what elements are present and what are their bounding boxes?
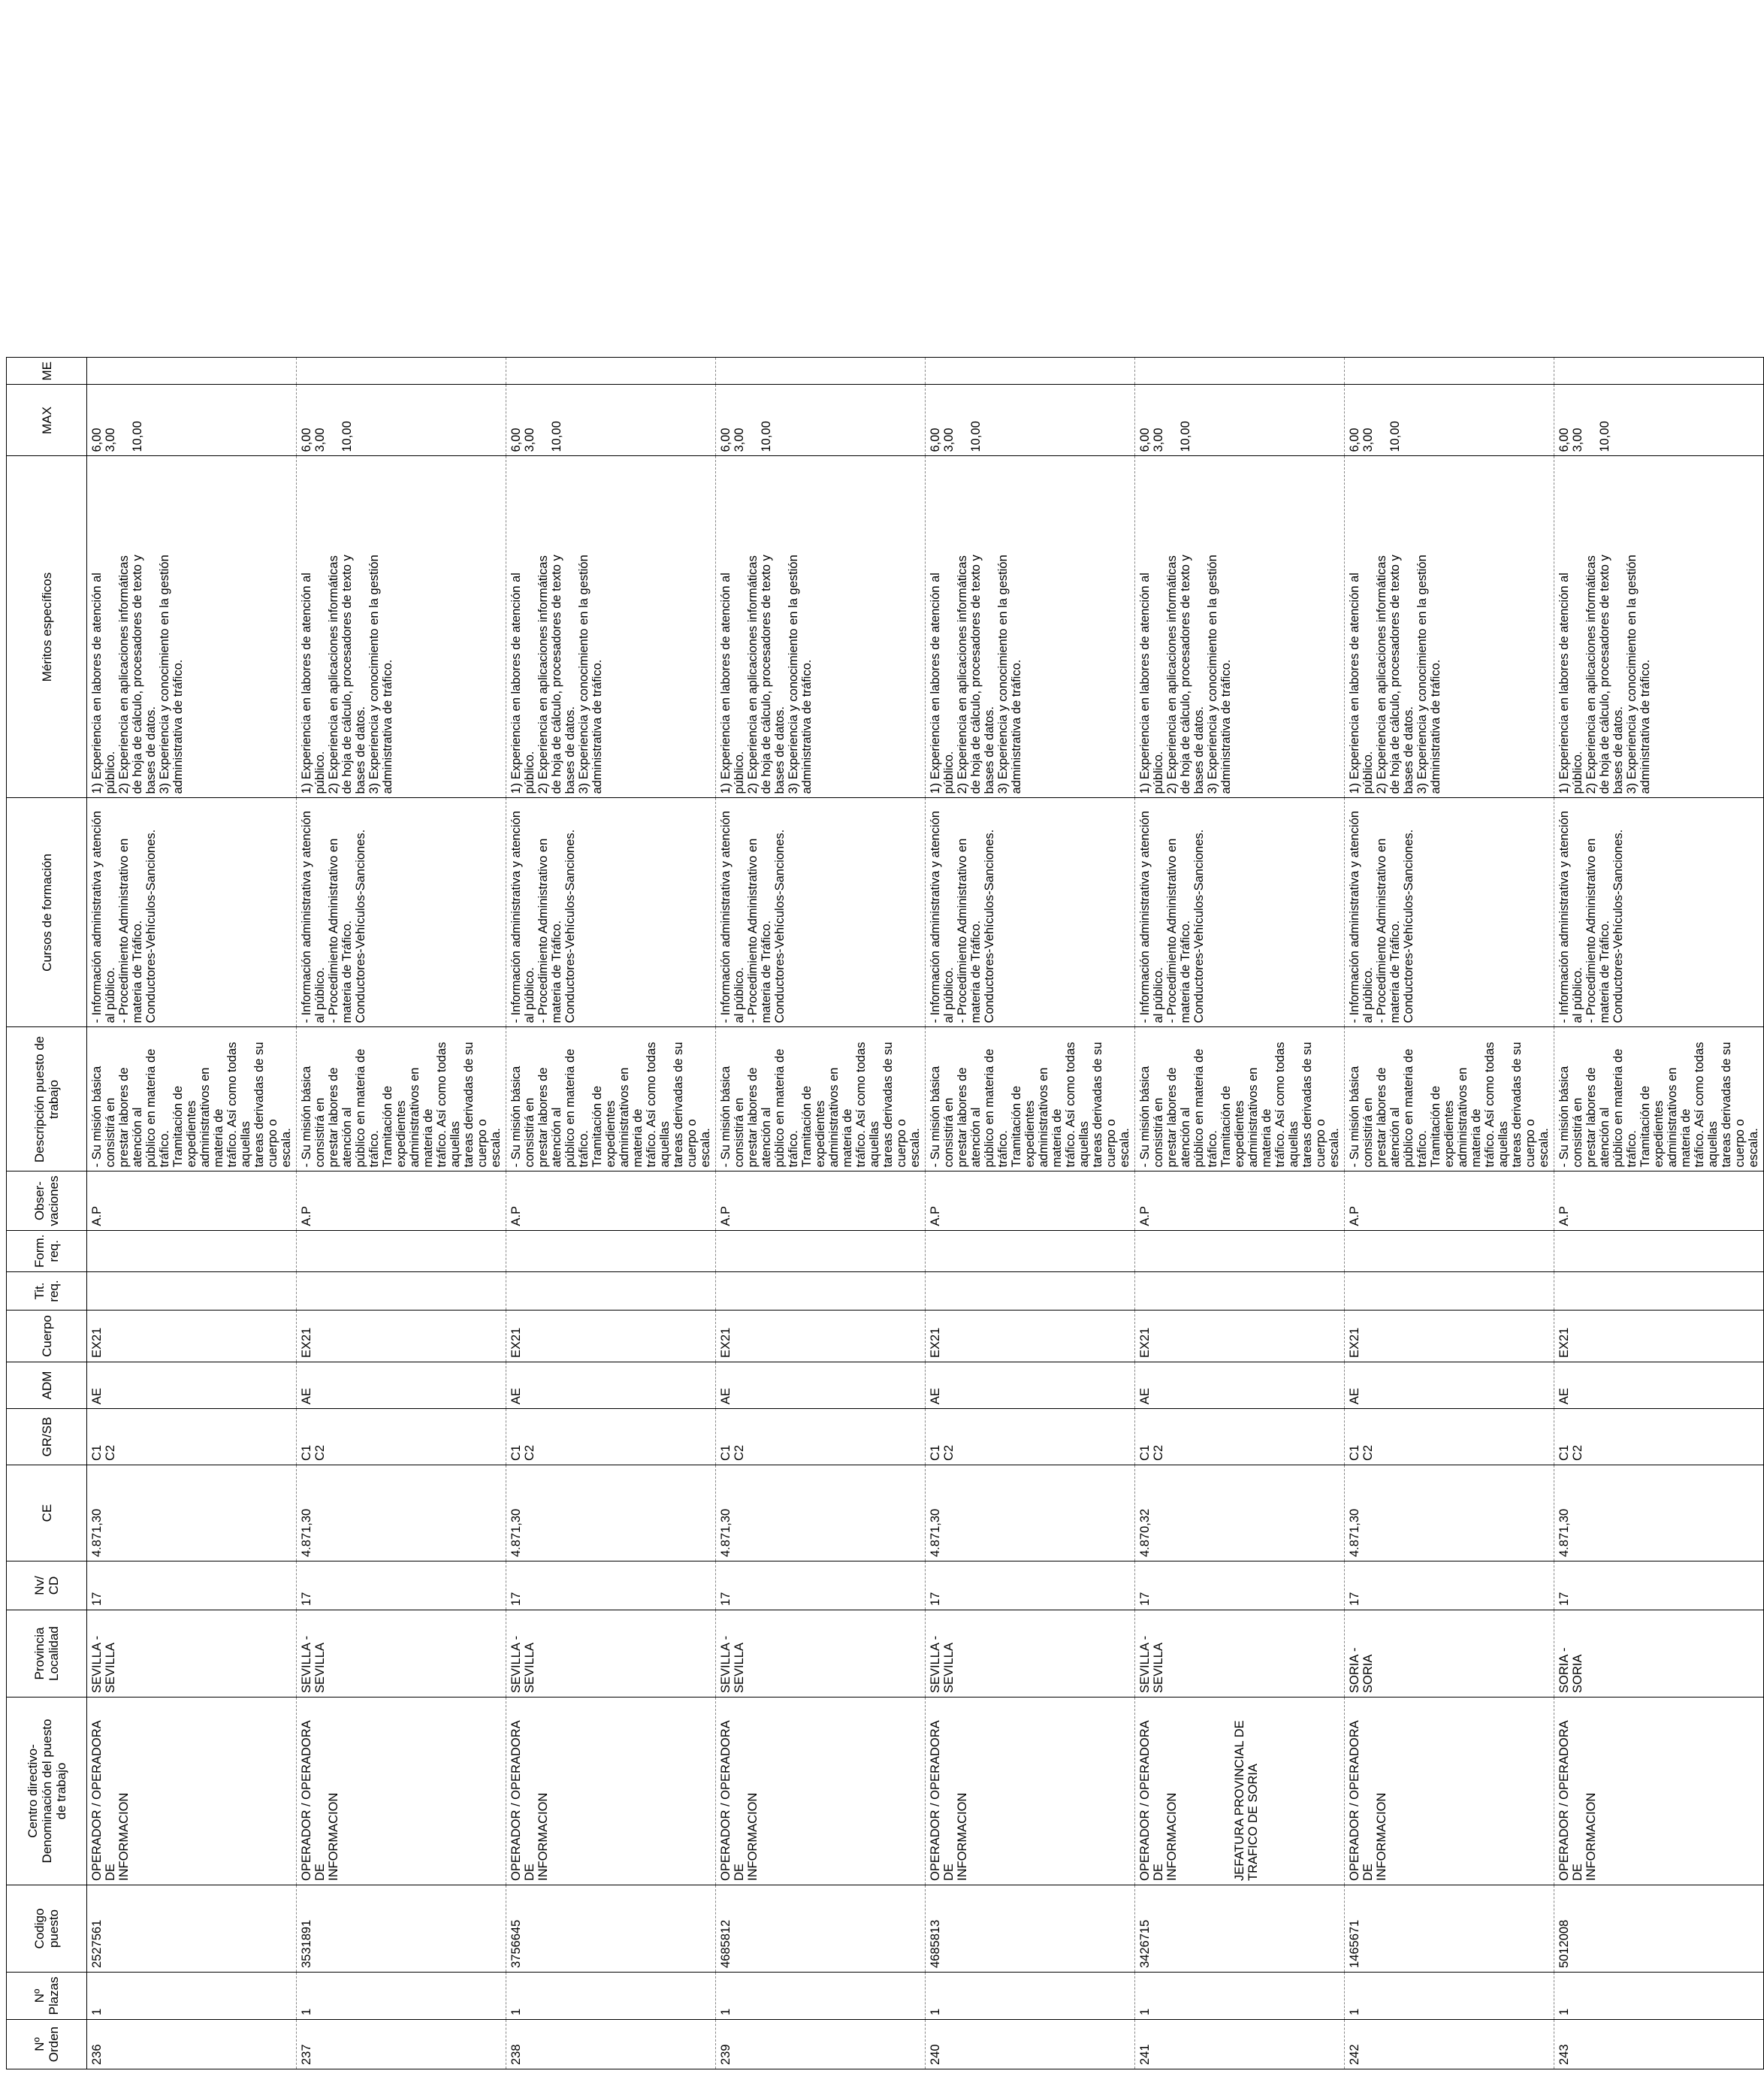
cell-form-req	[297, 1230, 506, 1271]
header-observaciones: Obser- vaciones	[7, 1171, 87, 1230]
max-score: 3,00	[942, 428, 956, 452]
cell-provincia: SEVILLA - SEVILLA	[1135, 1610, 1345, 1698]
cell-centro	[506, 1698, 716, 1885]
cell-codigo: 4685813	[926, 1885, 1135, 1973]
cell-me	[1554, 358, 1764, 385]
cell-plazas: 1	[1554, 1973, 1764, 2020]
header-descripcion: Descripción puesto de trabajo	[7, 1027, 87, 1171]
cell-max	[1345, 385, 1554, 456]
header-cuerpo: Cuerpo	[7, 1311, 87, 1362]
cell-nv-cd: 17	[1135, 1561, 1345, 1610]
cell-cursos: - Información administrativa y atención al público. - Procedimiento Administrativo en materia de Tráfico. Conductores-Vehículos-Sanciones.	[506, 798, 716, 1027]
cell-plazas: 1	[716, 1973, 926, 2020]
cell-observaciones: A.P	[1135, 1171, 1345, 1230]
centro-denominacion: OPERADOR / OPERADORA DE INFORMACION	[300, 1721, 340, 1881]
cell-tit-req	[1345, 1272, 1554, 1311]
header-codigo: Codigo puesto	[7, 1885, 87, 1973]
cell-descripcion: - Su misión básica consistirá en prestar labores de atención al público en materia de tráfico. Tramitación de expedientes administrativos en materia de tráfico. Así como todas aquellas tareas derivadas de su cuerpo o escala.	[1554, 1027, 1764, 1171]
cell-nv-cd: 17	[1345, 1561, 1554, 1610]
cell-observaciones: A.P	[716, 1171, 926, 1230]
cell-gr-sb: C1 C2	[716, 1409, 926, 1465]
cell-orden: 240	[926, 2020, 1135, 2069]
header-gr-sb: GR/SB	[7, 1409, 87, 1465]
cell-observaciones: A.P	[506, 1171, 716, 1230]
cell-cursos: - Información administrativa y atención al público. - Procedimiento Administrativo en materia de Tráfico. Conductores-Vehículos-Sanciones.	[1135, 798, 1345, 1027]
cell-tit-req	[297, 1272, 506, 1311]
table-row	[506, 358, 716, 2069]
centro-denominacion: OPERADOR / OPERADORA DE INFORMACION	[1138, 1721, 1179, 1881]
cell-max	[87, 385, 297, 456]
cell-ce: 4.871,30	[1554, 1465, 1764, 1561]
cell-meritos: 1) Experiencia en labores de atención al público. 2) Experiencia en aplicaciones informáticas de hoja de cálculo, procesadores de texto y bases de datos. 3) Experiencia y conocimiento en la gestión administrativa de tráfico.	[1554, 456, 1764, 798]
cell-plazas: 1	[297, 1973, 506, 2020]
max-score: 6,00	[1348, 428, 1361, 452]
cell-observaciones: A.P	[1345, 1171, 1554, 1230]
cell-tit-req	[1554, 1272, 1764, 1311]
cell-provincia: SEVILLA - SEVILLA	[506, 1610, 716, 1698]
cell-orden: 237	[297, 2020, 506, 2069]
cell-cuerpo: EX21	[1554, 1311, 1764, 1362]
cell-gr-sb: C1 C2	[87, 1409, 297, 1465]
cell-adm: AE	[297, 1362, 506, 1409]
cell-ce: 4.871,30	[1345, 1465, 1554, 1561]
cell-me	[716, 358, 926, 385]
cell-me	[87, 358, 297, 385]
cell-centro	[716, 1698, 926, 1885]
cell-descripcion: - Su misión básica consistirá en prestar labores de atención al público en materia de tráfico. Tramitación de expedientes administrativos en materia de tráfico. Así como todas aquellas tareas derivadas de su cuerpo o escala.	[1135, 1027, 1345, 1171]
cell-form-req	[716, 1230, 926, 1271]
max-score: 10,00	[1598, 421, 1611, 452]
centro-denominacion: OPERADOR / OPERADORA DE INFORMACION	[929, 1721, 969, 1881]
cell-meritos: 1) Experiencia en labores de atención al público. 2) Experiencia en aplicaciones informáticas de hoja de cálculo, procesadores de texto y bases de datos. 3) Experiencia y conocimiento en la gestión administrativa de tráfico.	[297, 456, 506, 798]
cell-observaciones: A.P	[1554, 1171, 1764, 1230]
cell-max	[506, 385, 716, 456]
header-adm: ADM	[7, 1362, 87, 1409]
positions-table	[6, 357, 1764, 2069]
cell-adm: AE	[87, 1362, 297, 1409]
cell-cursos: - Información administrativa y atención al público. - Procedimiento Administrativo en materia de Tráfico. Conductores-Vehículos-Sanciones.	[87, 798, 297, 1027]
cell-ce: 4.871,30	[716, 1465, 926, 1561]
cell-orden: 236	[87, 2020, 297, 2069]
cell-nv-cd: 17	[1554, 1561, 1764, 1610]
cell-gr-sb: C1 C2	[1345, 1409, 1554, 1465]
cell-ce: 4.871,30	[87, 1465, 297, 1561]
cell-cuerpo: EX21	[1135, 1311, 1345, 1362]
max-score: 10,00	[1388, 421, 1402, 452]
cell-observaciones: A.P	[926, 1171, 1135, 1230]
cell-cursos: - Información administrativa y atención al público. - Procedimiento Administrativo en materia de Tráfico. Conductores-Vehículos-Sanciones.	[1345, 798, 1554, 1027]
max-score: 10,00	[760, 421, 773, 452]
cell-cursos: - Información administrativa y atención al público. - Procedimiento Administrativo en materia de Tráfico. Conductores-Vehículos-Sanciones.	[716, 798, 926, 1027]
header-plazas: Nº Plazas	[7, 1973, 87, 2020]
cell-tit-req	[716, 1272, 926, 1311]
cell-adm: AE	[1554, 1362, 1764, 1409]
cell-form-req	[926, 1230, 1135, 1271]
cell-codigo: 3426715	[1135, 1885, 1345, 1973]
cell-centro	[1135, 1698, 1345, 1885]
cell-nv-cd: 17	[297, 1561, 506, 1610]
cell-cursos: - Información administrativa y atención al público. - Procedimiento Administrativo en materia de Tráfico. Conductores-Vehículos-Sanciones.	[926, 798, 1135, 1027]
header-cursos: Cursos de formación	[7, 798, 87, 1027]
cell-me	[297, 358, 506, 385]
cell-adm: AE	[1135, 1362, 1345, 1409]
cell-plazas: 1	[1135, 1973, 1345, 2020]
cell-adm: AE	[926, 1362, 1135, 1409]
max-score: 6,00	[509, 428, 523, 452]
cell-meritos: 1) Experiencia en labores de atención al público. 2) Experiencia en aplicaciones informáticas de hoja de cálculo, procesadores de texto y bases de datos. 3) Experiencia y conocimiento en la gestión administrativa de tráfico.	[926, 456, 1135, 798]
cell-codigo: 3531891	[297, 1885, 506, 1973]
header-ce: CE	[7, 1465, 87, 1561]
max-score: 3,00	[1571, 428, 1584, 452]
cell-cuerpo: EX21	[87, 1311, 297, 1362]
cell-provincia: SEVILLA - SEVILLA	[297, 1610, 506, 1698]
table-row	[1554, 358, 1764, 2069]
cell-meritos: 1) Experiencia en labores de atención al público. 2) Experiencia en aplicaciones informáticas de hoja de cálculo, procesadores de texto y bases de datos. 3) Experiencia y conocimiento en la gestión administrativa de tráfico.	[506, 456, 716, 798]
cell-descripcion: - Su misión básica consistirá en prestar labores de atención al público en materia de tráfico. Tramitación de expedientes administrativos en materia de tráfico. Así como todas aquellas tareas derivadas de su cuerpo o escala.	[926, 1027, 1135, 1171]
max-score: 6,00	[1557, 428, 1571, 452]
cell-descripcion: - Su misión básica consistirá en prestar labores de atención al público en materia de tráfico. Tramitación de expedientes administrativos en materia de tráfico. Así como todas aquellas tareas derivadas de su cuerpo o escala.	[1345, 1027, 1554, 1171]
cell-cuerpo: EX21	[297, 1311, 506, 1362]
cell-centro	[87, 1698, 297, 1885]
max-score: 10,00	[1179, 421, 1192, 452]
cell-nv-cd: 17	[87, 1561, 297, 1610]
max-score: 10,00	[969, 421, 983, 452]
cell-ce: 4.870,32	[1135, 1465, 1345, 1561]
cell-cursos: - Información administrativa y atención al público. - Procedimiento Administrativo en materia de Tráfico. Conductores-Vehículos-Sanciones.	[297, 798, 506, 1027]
cell-max	[926, 385, 1135, 456]
cell-tit-req	[926, 1272, 1135, 1311]
cell-nv-cd: 17	[716, 1561, 926, 1610]
max-score: 10,00	[340, 421, 354, 452]
cell-gr-sb: C1 C2	[1135, 1409, 1345, 1465]
table-row	[926, 358, 1135, 2069]
max-score: 6,00	[719, 428, 732, 452]
max-score: 10,00	[131, 421, 144, 452]
cell-max	[1554, 385, 1764, 456]
cell-cuerpo: EX21	[1345, 1311, 1554, 1362]
table-row	[87, 358, 297, 2069]
cell-adm: AE	[506, 1362, 716, 1409]
max-score: 3,00	[732, 428, 746, 452]
cell-orden: 242	[1345, 2020, 1554, 2069]
cell-me	[1135, 358, 1345, 385]
cell-centro	[926, 1698, 1135, 1885]
cell-cursos: - Información administrativa y atención al público. - Procedimiento Administrativo en materia de Tráfico. Conductores-Vehículos-Sanciones.	[1554, 798, 1764, 1027]
cell-form-req	[1135, 1230, 1345, 1271]
max-score: 10,00	[550, 421, 563, 452]
centro-denominacion: OPERADOR / OPERADORA DE INFORMACION	[1557, 1721, 1598, 1881]
cell-provincia: SORIA - SORIA	[1345, 1610, 1554, 1698]
cell-orden: 241	[1135, 2020, 1345, 2069]
cell-codigo: 2527561	[87, 1885, 297, 1973]
header-tit-req: Tit. req.	[7, 1272, 87, 1311]
cell-orden: 238	[506, 2020, 716, 2069]
cell-descripcion: - Su misión básica consistirá en prestar labores de atención al público en materia de tráfico. Tramitación de expedientes administrativos en materia de tráfico. Así como todas aquellas tareas derivadas de su cuerpo o escala.	[506, 1027, 716, 1171]
table-row	[297, 358, 506, 2069]
cell-plazas: 1	[87, 1973, 297, 2020]
cell-codigo: 3756645	[506, 1885, 716, 1973]
max-score: 6,00	[1138, 428, 1152, 452]
centro-denominacion: OPERADOR / OPERADORA DE INFORMACION	[90, 1721, 131, 1881]
cell-max	[716, 385, 926, 456]
header-max: MAX	[7, 385, 87, 456]
max-score: 6,00	[90, 428, 104, 452]
cell-max	[1135, 385, 1345, 456]
max-score: 3,00	[313, 428, 327, 452]
cell-cuerpo: EX21	[926, 1311, 1135, 1362]
cell-ce: 4.871,30	[926, 1465, 1135, 1561]
cell-max	[297, 385, 506, 456]
cell-orden: 243	[1554, 2020, 1764, 2069]
centro-denominacion: OPERADOR / OPERADORA DE INFORMACION	[719, 1721, 760, 1881]
cell-gr-sb: C1 C2	[506, 1409, 716, 1465]
cell-codigo: 5012008	[1554, 1885, 1764, 1973]
cell-me	[1345, 358, 1554, 385]
cell-codigo: 4685812	[716, 1885, 926, 1973]
cell-gr-sb: C1 C2	[297, 1409, 506, 1465]
cell-form-req	[87, 1230, 297, 1271]
cell-cuerpo: EX21	[716, 1311, 926, 1362]
cell-gr-sb: C1 C2	[926, 1409, 1135, 1465]
cell-meritos: 1) Experiencia en labores de atención al público. 2) Experiencia en aplicaciones informáticas de hoja de cálculo, procesadores de texto y bases de datos. 3) Experiencia y conocimiento en la gestión administrativa de tráfico.	[87, 456, 297, 798]
max-score: 3,00	[104, 428, 117, 452]
max-score: 3,00	[1361, 428, 1375, 452]
header-provincia: Provincia Localidad	[7, 1610, 87, 1698]
cell-provincia: SEVILLA - SEVILLA	[716, 1610, 926, 1698]
cell-tit-req	[1135, 1272, 1345, 1311]
header-nv-cd: Nv/ CD	[7, 1561, 87, 1610]
centro-directivo-label: JEFATURA PROVINCIAL DE TRAFICO DE SORIA	[1233, 1720, 1260, 1881]
cell-cuerpo: EX21	[506, 1311, 716, 1362]
table-row	[1135, 358, 1345, 2069]
cell-tit-req	[506, 1272, 716, 1311]
cell-centro	[1345, 1698, 1554, 1885]
cell-plazas: 1	[1345, 1973, 1554, 2020]
cell-ce: 4.871,30	[297, 1465, 506, 1561]
max-score: 3,00	[1152, 428, 1165, 452]
cell-ce: 4.871,30	[506, 1465, 716, 1561]
cell-me	[506, 358, 716, 385]
header-centro: Centro directivo- Denominación del puesto de trabajo	[7, 1698, 87, 1885]
cell-orden: 239	[716, 2020, 926, 2069]
cell-adm: AE	[716, 1362, 926, 1409]
cell-me	[926, 358, 1135, 385]
cell-descripcion: - Su misión básica consistirá en prestar labores de atención al público en materia de tráfico. Tramitación de expedientes administrativos en materia de tráfico. Así como todas aquellas tareas derivadas de su cuerpo o escala.	[87, 1027, 297, 1171]
cell-descripcion: - Su misión básica consistirá en prestar labores de atención al público en materia de tráfico. Tramitación de expedientes administrativos en materia de tráfico. Así como todas aquellas tareas derivadas de su cuerpo o escala.	[297, 1027, 506, 1171]
cell-provincia: SEVILLA - SEVILLA	[926, 1610, 1135, 1698]
cell-observaciones: A.P	[87, 1171, 297, 1230]
cell-form-req	[1345, 1230, 1554, 1271]
centro-denominacion: OPERADOR / OPERADORA DE INFORMACION	[1348, 1721, 1388, 1881]
table-row	[716, 358, 926, 2069]
cell-plazas: 1	[506, 1973, 716, 2020]
header-row	[7, 358, 87, 2069]
cell-provincia: SEVILLA - SEVILLA	[87, 1610, 297, 1698]
cell-observaciones: A.P	[297, 1171, 506, 1230]
cell-meritos: 1) Experiencia en labores de atención al público. 2) Experiencia en aplicaciones informáticas de hoja de cálculo, procesadores de texto y bases de datos. 3) Experiencia y conocimiento en la gestión administrativa de tráfico.	[716, 456, 926, 798]
header-form-req: Form. req.	[7, 1230, 87, 1271]
cell-meritos: 1) Experiencia en labores de atención al público. 2) Experiencia en aplicaciones informáticas de hoja de cálculo, procesadores de texto y bases de datos. 3) Experiencia y conocimiento en la gestión administrativa de tráfico.	[1345, 456, 1554, 798]
cell-form-req	[506, 1230, 716, 1271]
cell-plazas: 1	[926, 1973, 1135, 2020]
cell-form-req	[1554, 1230, 1764, 1271]
cell-provincia: SORIA - SORIA	[1554, 1610, 1764, 1698]
cell-codigo: 1465671	[1345, 1885, 1554, 1973]
cell-meritos: 1) Experiencia en labores de atención al público. 2) Experiencia en aplicaciones informáticas de hoja de cálculo, procesadores de texto y bases de datos. 3) Experiencia y conocimiento en la gestión administrativa de tráfico.	[1135, 456, 1345, 798]
cell-descripcion: - Su misión básica consistirá en prestar labores de atención al público en materia de tráfico. Tramitación de expedientes administrativos en materia de tráfico. Así como todas aquellas tareas derivadas de su cuerpo o escala.	[716, 1027, 926, 1171]
cell-tit-req	[87, 1272, 297, 1311]
cell-adm: AE	[1345, 1362, 1554, 1409]
max-score: 6,00	[929, 428, 942, 452]
table-row	[1345, 358, 1554, 2069]
header-me: ME	[7, 358, 87, 385]
cell-nv-cd: 17	[506, 1561, 716, 1610]
max-score: 3,00	[523, 428, 536, 452]
cell-centro	[1554, 1698, 1764, 1885]
cell-gr-sb: C1 C2	[1554, 1409, 1764, 1465]
header-orden: Nº Orden	[7, 2020, 87, 2069]
centro-denominacion: OPERADOR / OPERADORA DE INFORMACION	[509, 1721, 550, 1881]
cell-nv-cd: 17	[926, 1561, 1135, 1610]
max-score: 6,00	[300, 428, 313, 452]
cell-centro	[297, 1698, 506, 1885]
header-meritos: Méritos específicos	[7, 456, 87, 798]
